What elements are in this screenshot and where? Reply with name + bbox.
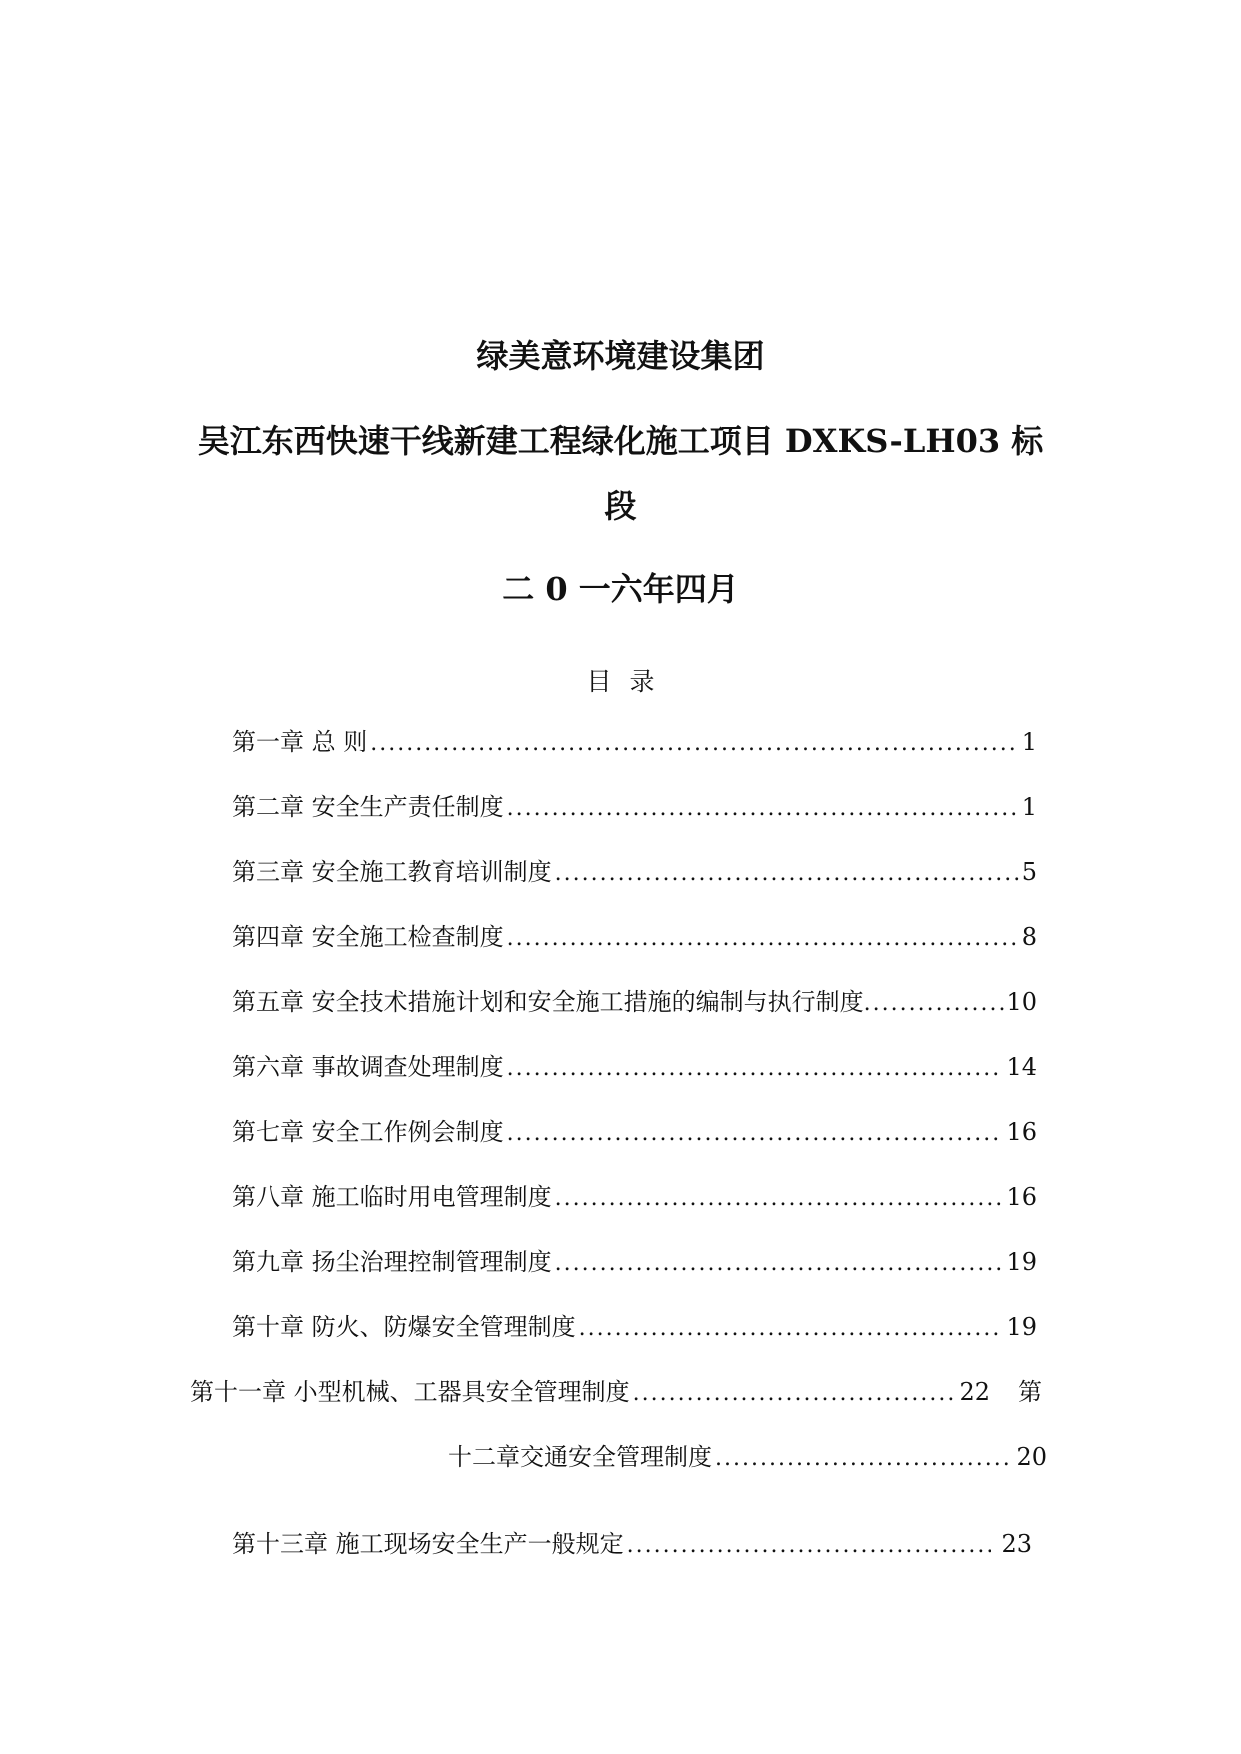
toc-entry-page: 23 xyxy=(1001,1530,1032,1559)
toc-entry[interactable] xyxy=(232,1113,1037,1147)
toc-leader-dots xyxy=(579,1316,1004,1342)
toc-entry-label: 第八章 施工临时用电管理制度 xyxy=(232,1183,552,1212)
toc-entry-page: 1 xyxy=(1021,728,1037,757)
toc-leader-dots xyxy=(864,991,1007,1017)
project-title-line-2: 段 xyxy=(604,487,637,525)
toc-leader-dots xyxy=(627,1533,992,1559)
toc-leader-dots xyxy=(507,926,1019,952)
toc-entry[interactable] xyxy=(232,1525,1032,1559)
toc-entry-page: 8 xyxy=(1021,923,1037,952)
toc-entry[interactable] xyxy=(448,1438,1047,1472)
toc-entry-page: 16 xyxy=(1006,1183,1037,1212)
toc-entry-label: 第十一章 小型机械、工器具安全管理制度 xyxy=(190,1378,630,1407)
toc-entry-label: 第五章 安全技术措施计划和安全施工措施的编制与执行制度 xyxy=(232,988,864,1017)
toc-entry-page: 10 xyxy=(1006,988,1037,1017)
toc-entry[interactable] xyxy=(232,1243,1037,1277)
toc-entry[interactable] xyxy=(232,853,1037,887)
toc-entry-label: 第七章 安全工作例会制度 xyxy=(232,1118,504,1147)
toc-leader-dots xyxy=(507,796,1019,822)
toc-entry-page: 20 xyxy=(1016,1443,1047,1472)
toc-leader-dots xyxy=(555,1186,1004,1212)
toc-leader-dots xyxy=(507,1121,1004,1147)
toc-leader-dots xyxy=(555,861,1019,887)
toc-entry-label: 第三章 安全施工教育培训制度 xyxy=(232,858,552,887)
toc-entry-label: 第六章 事故调查处理制度 xyxy=(232,1053,504,1082)
toc-entry-label: 十二章交通安全管理制度 xyxy=(448,1443,712,1472)
toc-entry-continuation: 第 xyxy=(1018,1378,1042,1407)
toc-leader-dots xyxy=(370,731,1018,757)
toc-entry-page: 14 xyxy=(1006,1053,1037,1082)
toc-entry[interactable] xyxy=(232,723,1037,757)
toc-entry-label: 第十章 防火、防爆安全管理制度 xyxy=(232,1313,576,1342)
toc-entry[interactable] xyxy=(190,1373,990,1407)
company-name: 绿美意环境建设集团 xyxy=(476,337,765,375)
toc-entry-label: 第一章 总 则 xyxy=(232,728,368,757)
project-title-line-1: 吴江东西快速干线新建工程绿化施工项目 DXKS-LH03 标 xyxy=(197,422,1044,460)
toc-heading: 目录 xyxy=(586,667,673,696)
toc-entry[interactable] xyxy=(232,983,1037,1017)
toc-leader-dots xyxy=(715,1446,1013,1472)
toc-entry-page: 19 xyxy=(1006,1313,1037,1342)
toc-leader-dots xyxy=(507,1056,1004,1082)
toc-entry-page: 19 xyxy=(1006,1248,1037,1277)
toc-entry[interactable] xyxy=(232,1178,1037,1212)
toc-entry-label: 第二章 安全生产责任制度 xyxy=(232,793,504,822)
toc-leader-dots xyxy=(555,1251,1004,1277)
toc-entry-page: 1 xyxy=(1021,793,1037,822)
toc-entry-page: 22 xyxy=(959,1378,990,1407)
toc-entry-page: 16 xyxy=(1006,1118,1037,1147)
toc-entry-label: 第九章 扬尘治理控制管理制度 xyxy=(232,1248,552,1277)
toc-entry[interactable] xyxy=(232,918,1037,952)
document-date: 二 0 一六年四月 xyxy=(502,570,739,608)
toc-entry[interactable] xyxy=(232,1048,1037,1082)
toc-leader-dots xyxy=(633,1381,957,1407)
toc-entry-page: 5 xyxy=(1021,858,1037,887)
toc-entry-label: 第十三章 施工现场安全生产一般规定 xyxy=(232,1530,624,1559)
toc-entry[interactable] xyxy=(232,1308,1037,1342)
toc-entry[interactable] xyxy=(232,788,1037,822)
toc-entry-label: 第四章 安全施工检查制度 xyxy=(232,923,504,952)
